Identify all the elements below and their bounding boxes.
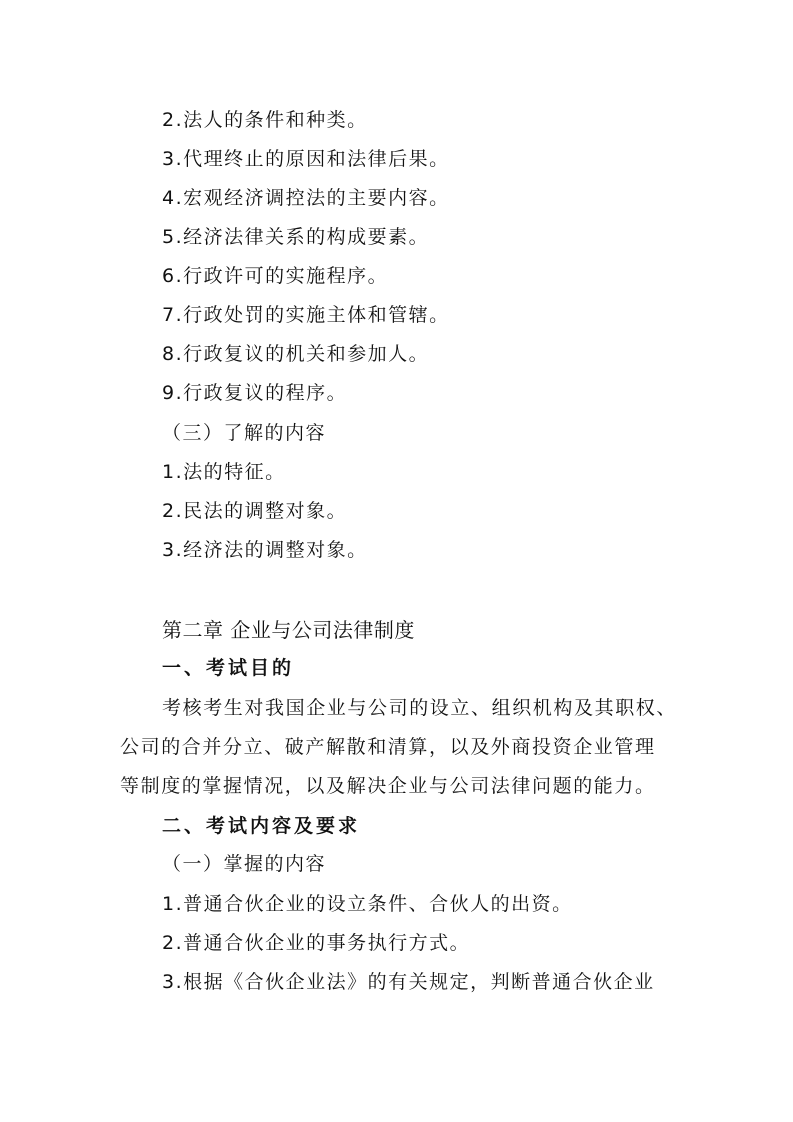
list-item: 5.经济法律关系的构成要素。 — [162, 226, 430, 248]
list-item: 1.法的特征。 — [162, 461, 286, 483]
section-heading-requirements: 二、考试内容及要求 — [162, 815, 361, 837]
list-item: 8.行政复议的机关和参加人。 — [162, 343, 430, 365]
paragraph-line: 考核考生对我国企业与公司的设立、组织机构及其职权、 — [162, 697, 678, 719]
list-item: 4.宏观经济调控法的主要内容。 — [162, 187, 450, 209]
list-item: 2.法人的条件和种类。 — [162, 109, 368, 131]
list-item: 7.行政处罚的实施主体和管辖。 — [162, 304, 450, 326]
list-item: 3.根据《合伙企业法》的有关规定，判断普通合伙企业 — [162, 971, 655, 993]
list-item: 2.民法的调整对象。 — [162, 500, 348, 522]
chapter-title: 第二章 企业与公司法律制度 — [162, 618, 415, 642]
list-item: 1.普通合伙企业的设立条件、合伙人的出资。 — [162, 893, 573, 915]
subsection-heading-understand: （三）了解的内容 — [162, 422, 327, 444]
list-item: 3.代理终止的原因和法律后果。 — [162, 148, 450, 170]
list-item: 9.行政复议的程序。 — [162, 382, 348, 404]
list-item: 2.普通合伙企业的事务执行方式。 — [162, 932, 471, 954]
list-item: 6.行政许可的实施程序。 — [162, 265, 389, 287]
paragraph-line: 等制度的掌握情况，以及解决企业与公司法律问题的能力。 — [120, 775, 656, 797]
paragraph-line: 公司的合并分立、破产解散和清算，以及外商投资企业管理 — [120, 736, 656, 758]
subsection-heading-master: （一）掌握的内容 — [162, 853, 327, 875]
section-heading-purpose: 一、考试目的 — [162, 657, 295, 679]
list-item: 3.经济法的调整对象。 — [162, 539, 368, 561]
